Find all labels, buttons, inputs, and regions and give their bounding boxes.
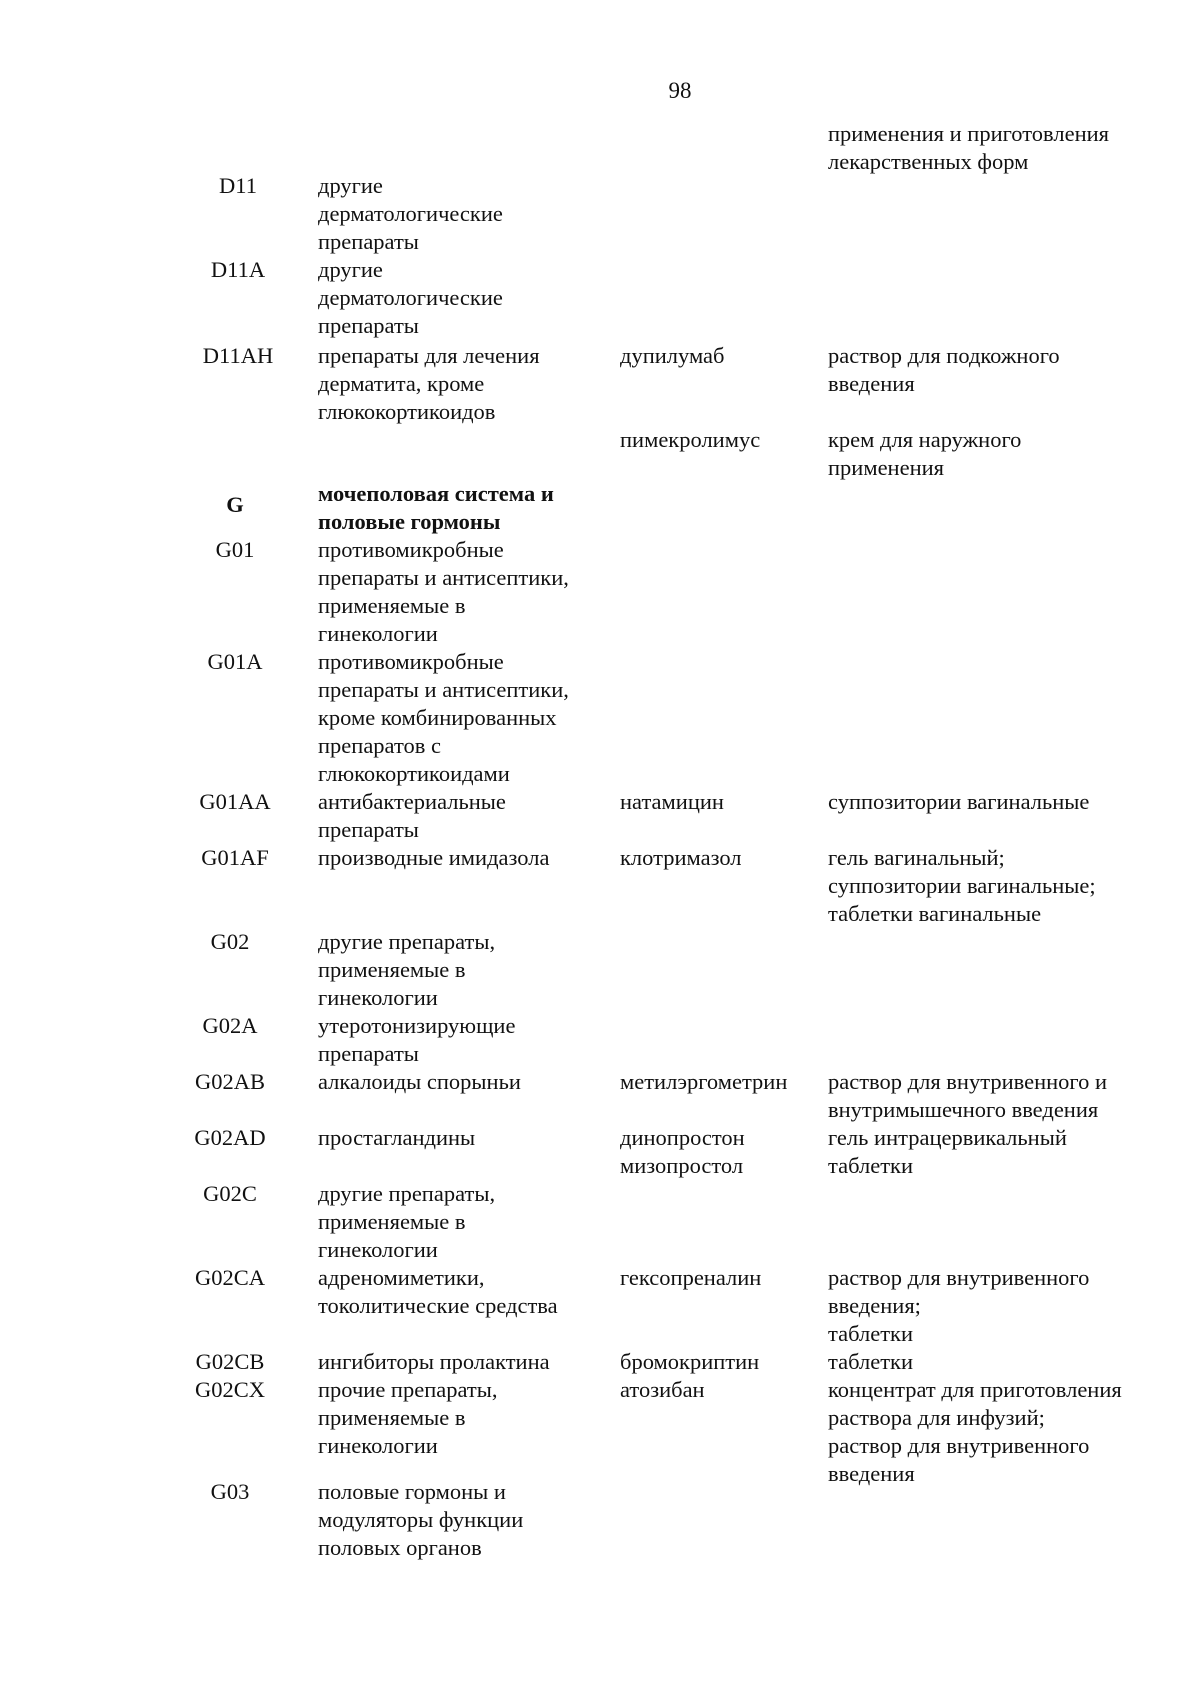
dosage-form: гель вагинальный; суппозитории вагинальные; таблетки вагинальные — [828, 845, 1096, 926]
atc-code: G02CX — [194, 1377, 265, 1402]
group-name: утеротонизирующие препараты — [318, 1013, 516, 1066]
group-name: другие препараты, применяемые в гинекологии — [318, 929, 496, 1010]
drug-name: клотримазол — [620, 845, 742, 870]
atc-code: D11 — [219, 173, 257, 198]
atc-code: G02CA — [194, 1265, 265, 1290]
dosage-form: таблетки — [828, 1349, 914, 1374]
group-name: мочеполовая система и половые гормоны — [318, 481, 554, 534]
atc-code: D11AH — [202, 343, 274, 368]
atc-code: G02 — [210, 929, 250, 954]
atc-code: G01AA — [199, 789, 271, 814]
atc-code: D11A — [210, 257, 266, 282]
group-name: алкалоиды спорыньи — [318, 1069, 521, 1094]
drug-name: пимекролимус — [620, 427, 761, 452]
group-name: противомикробные препараты и антисептики, кроме комбинированных препаратов с глюкокортикоидами — [318, 649, 569, 786]
atc-code: G02A — [202, 1013, 258, 1038]
group-name: производные имидазола — [318, 845, 550, 870]
drug-name: метилэргометрин — [620, 1069, 788, 1094]
atc-code: G01 — [215, 537, 255, 562]
group-name: адреномиметики, токолитические средства — [318, 1265, 558, 1318]
dosage-form: концентрат для приготовления раствора для инфузий; раствор для внутривенного введения — [828, 1377, 1122, 1486]
drug-name: гексопреналин — [620, 1265, 762, 1290]
drug-name: натамицин — [620, 789, 724, 814]
group-name: препараты для лечения дерматита, кроме глюкокортикоидов — [318, 343, 540, 424]
group-name: прочие препараты, применяемые в гинекологии — [318, 1377, 498, 1458]
drug-name: мизопростол — [620, 1153, 744, 1178]
group-name: другие препараты, применяемые в гинекологии — [318, 1181, 496, 1262]
group-name: половые гормоны и модуляторы функции половых органов — [318, 1479, 524, 1560]
group-name: другие дерматологические препараты — [318, 173, 503, 254]
dosage-form: раствор для внутривенного введения; таблетки — [828, 1265, 1090, 1346]
group-name: противомикробные препараты и антисептики, применяемые в гинекологии — [318, 537, 569, 646]
group-name: антибактериальные препараты — [318, 789, 506, 842]
atc-code: G — [226, 492, 244, 517]
atc-code: G02CB — [195, 1349, 265, 1374]
group-name: ингибиторы пролактина — [318, 1349, 550, 1374]
dosage-form: таблетки — [828, 1153, 914, 1178]
dosage-form: раствор для внутривенного и внутримышечного введения — [828, 1069, 1108, 1122]
dosage-form: раствор для подкожного введения — [828, 343, 1060, 396]
drug-name: бромокриптин — [620, 1349, 760, 1374]
drug-name: динопростон — [620, 1125, 745, 1150]
drug-name: дупилумаб — [620, 343, 725, 368]
atc-code: G02AB — [194, 1069, 265, 1094]
group-name: другие дерматологические препараты — [318, 257, 503, 338]
atc-code: G03 — [210, 1479, 250, 1504]
atc-code: G02C — [203, 1181, 257, 1206]
dosage-form: крем для наружного применения — [828, 427, 1022, 480]
page-number: 98 — [668, 78, 692, 103]
atc-code: G01AF — [201, 845, 269, 870]
form-continuation: применения и приготовления лекарственных форм — [828, 121, 1110, 174]
drug-name: атозибан — [620, 1377, 705, 1402]
group-name: простагландины — [318, 1125, 476, 1150]
dosage-form: гель интрацервикальный — [828, 1125, 1067, 1150]
atc-code: G01A — [207, 649, 263, 674]
atc-code: G02AD — [194, 1125, 266, 1150]
dosage-form: суппозитории вагинальные — [828, 789, 1090, 814]
